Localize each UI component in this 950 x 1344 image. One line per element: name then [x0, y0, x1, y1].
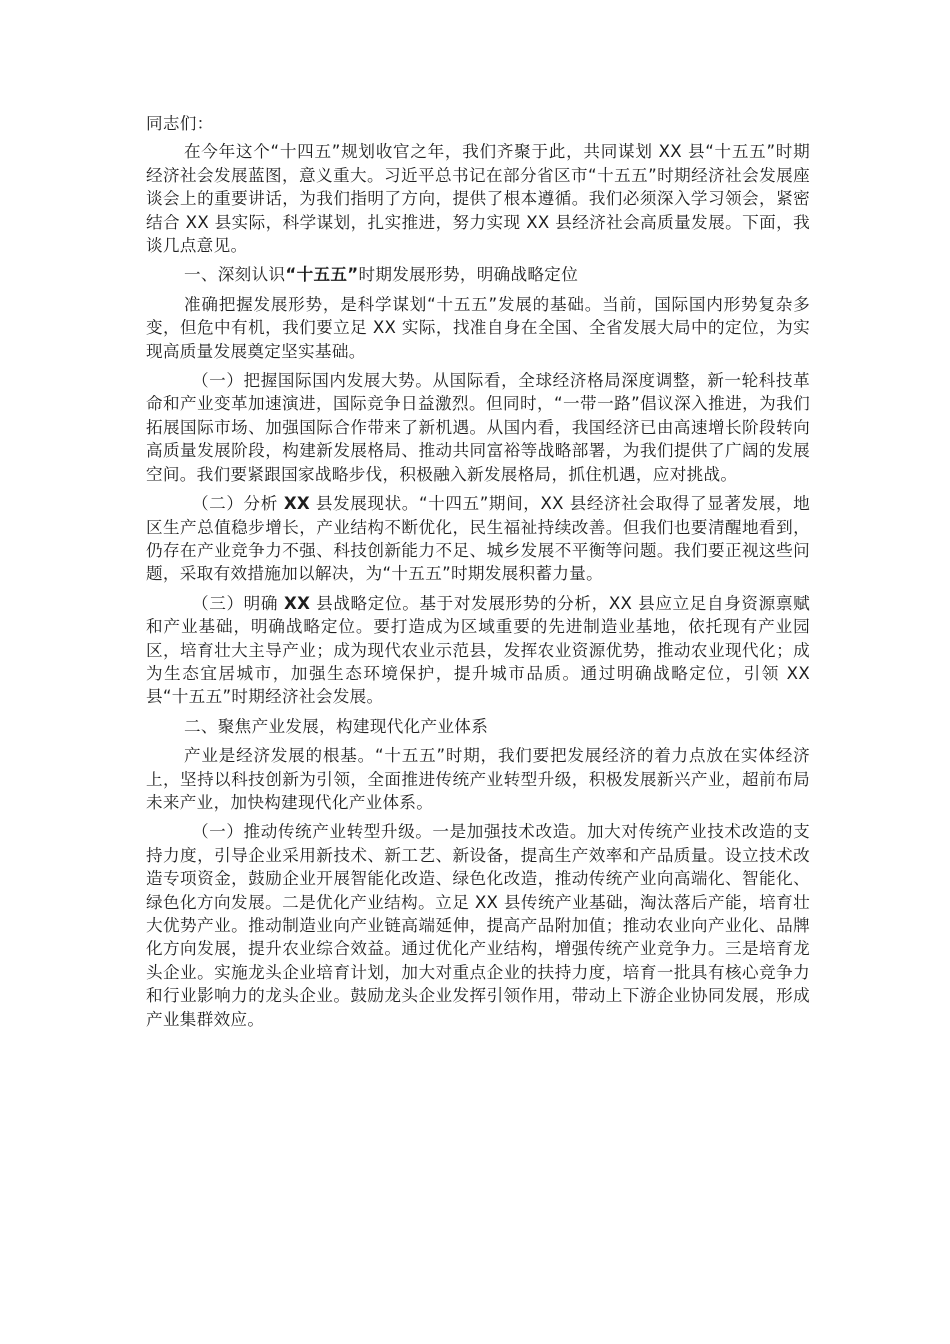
document-page	[146, 112, 810, 1031]
section-1-item-2-prefix: （二）分析	[192, 494, 284, 514]
section-2-heading: 二、聚焦产业发展，构建现代化产业体系	[184, 716, 489, 736]
intro-paragraph: 在今年这个“十四五”规划收官之年，我们齐聚于此，共同谋划 XX 县“十五五”时期经济社会发展蓝图，意义重大。习近平总书记在部分省区市“十五五”时期经济社会发展座谈会上的重要讲话，为我们指明了方向，提供了根本遵循。我们必须深入学习领会，紧密结合 XX 县实际，科学谋划，扎实推进，努力实现 XX 县经济社会高质量发展。下面，我谈几点意见。	[146, 142, 810, 256]
section-1-heading	[146, 263, 810, 286]
section-1-item-3-rest: 县战略定位。基于对发展形势的分析，XX 县应立足自身资源禀赋和产业基础，明确战略定位。要打造成为区域重要的先进制造业基地，依托现有产业园区，培育壮大主导产业；成为现代农业示范县，发挥农业资源优势，推动农业现代化；成为生态宜居城市，加强生态环境保护，提升城市品质。通过明确战略定位，引领 XX 县“十五五”时期经济社会发展。	[146, 593, 810, 707]
section-1-body: 准确把握发展形势，是科学谋划“十五五”发展的基础。当前，国际国内形势复杂多变，但危中有机，我们要立足 XX 实际，找准自身在全国、全省发展大局中的定位，为实现高质量发展奠定坚实基础。	[146, 294, 810, 361]
greeting: 同志们：	[146, 114, 214, 133]
section-1-item-1: （一）把握国际国内发展大势。从国际看，全球经济格局深度调整，新一轮科技革命和产业变革加速演进，国际竞争日益激烈。但同时，“一带一路”倡议深入推进，为我们拓展国际市场、加强国际合作带来了新机遇。从国内看，我国经济已由高速增长阶段转向高质量发展阶段，构建新发展格局、推动共同富裕等战略部署，为我们提供了广阔的发展空间。我们要紧跟国家战略步伐，积极融入新发展格局，抓住机遇，应对挑战。	[146, 371, 810, 484]
section-1-item-2-bold: XX	[283, 494, 310, 514]
section-1-item-2	[146, 492, 810, 586]
section-2-item-1: （一）推动传统产业转型升级。一是加强技术改造。加大对传统产业技术改造的支持力度，引导企业采用新技术、新工艺、新设备，提高生产效率和产品质量。设立技术改造专项资金，鼓励企业开展智能化改造、绿色化改造，推动传统产业向高端化、智能化、绿色化方向发展。二是优化产业结构。立足 XX 县传统产业基础，淘汰落后产能，培育壮大优势产业。推动制造业向产业链高端延伸，提高产品附加值；推动农业向产业化、品牌化方向发展，提升农业综合效益。通过优化产业结构，增强传统产业竞争力。三是培育龙头企业。实施龙头企业培育计划，加大对重点企业的扶持力度，培育一批具有核心竞争力和行业影响力的龙头企业。鼓励龙头企业发挥引领作用，带动上下游企业协同发展，形成产业集群效应。	[146, 822, 810, 1029]
section-1-item-3	[146, 592, 810, 709]
section-1-item-3-prefix: （三）明确	[192, 593, 285, 613]
section-1-heading-suffix: 时期发展形势，明确战略定位	[358, 265, 579, 285]
section-1-heading-quote: “十五五”	[285, 265, 359, 285]
section-2-body: 产业是经济发展的根基。“十五五”时期，我们要把发展经济的着力点放在实体经济上，坚持以科技创新为引领，全面推进传统产业转型升级，积极发展新兴产业，超前布局未来产业，加快构建现代化产业体系。	[146, 746, 810, 812]
section-1-item-3-bold: XX	[284, 593, 311, 613]
section-1-item-2-rest: 县发展现状。“十四五”期间，XX 县经济社会取得了显著发展，地区生产总值稳步增长，产业结构不断优化，民生福祉持续改善。但我们也要清醒地看到，仍存在产业竞争力不强、科技创新能力不足、城乡发展不平衡等问题。我们要正视这些问题，采取有效措施加以解决，为“十五五”时期发展积蓄力量。	[146, 494, 811, 584]
section-1-heading-prefix: 一、深刻认识	[184, 265, 286, 285]
